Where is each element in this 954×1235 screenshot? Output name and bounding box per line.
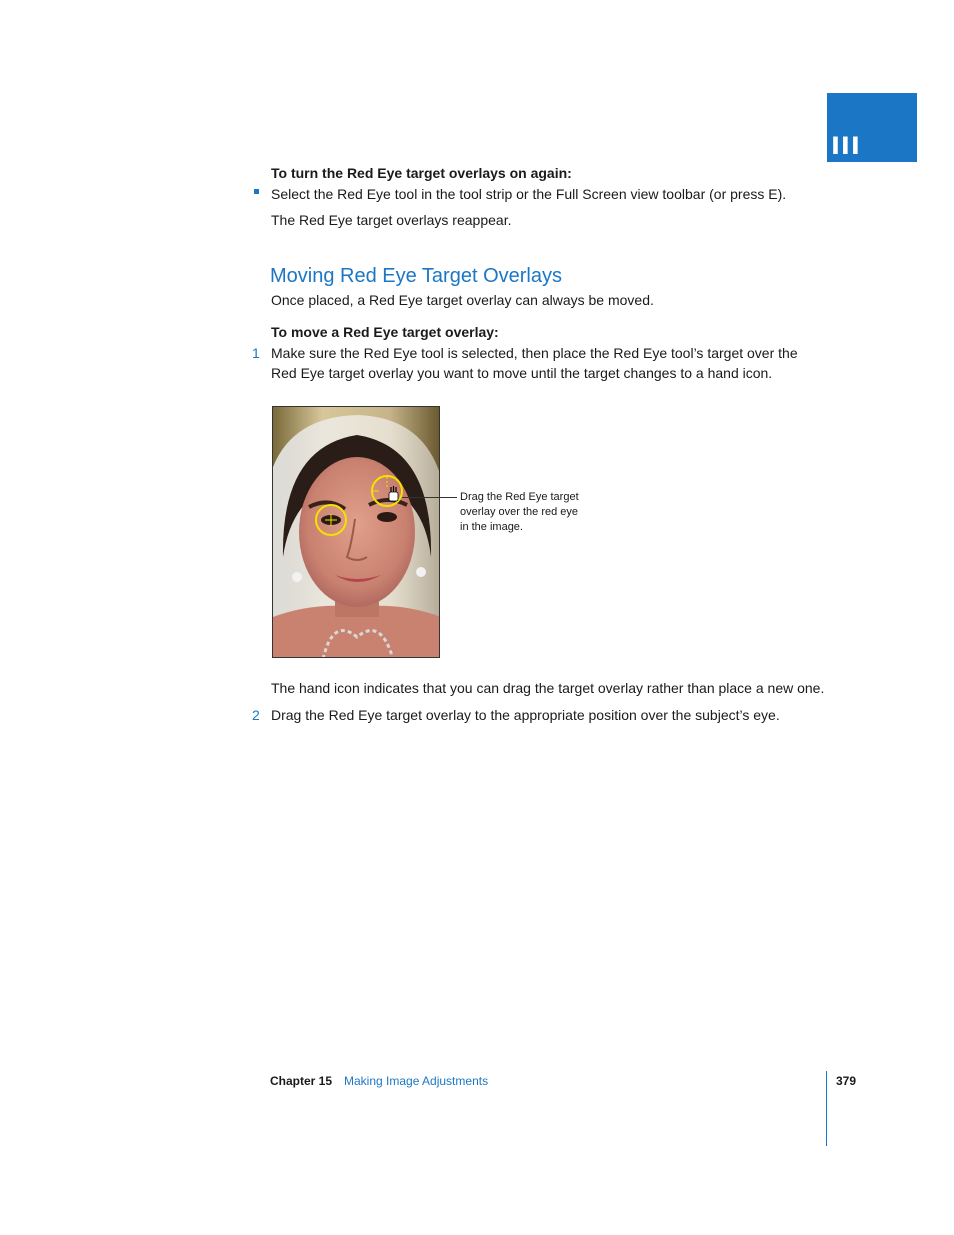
bullet-icon [254, 189, 259, 194]
footer-chapter: Chapter 15 [270, 1074, 333, 1088]
task-heading-move: To move a Red Eye target overlay: [271, 324, 499, 340]
figure-callout [460, 490, 579, 535]
footer-divider [826, 1071, 827, 1146]
portrait-photo [272, 406, 440, 658]
callout-line-text: overlay over the red eye [460, 506, 579, 518]
portrait-illustration [273, 407, 440, 658]
callout-line-text: Drag the Red Eye target [460, 491, 579, 503]
part-tab [827, 93, 917, 162]
step-text-line: Red Eye target overlay you want to move until the target changes to a hand icon. [271, 365, 773, 381]
page-number: 379 [836, 1074, 857, 1088]
section-intro: Once placed, a Red Eye target overlay can always be moved. [271, 292, 654, 308]
step-text-line: Drag the Red Eye target overlay to the appropriate position over the subject’s eye. [271, 707, 780, 723]
callout-leader-line [402, 497, 457, 498]
after-figure-text: The hand icon indicates that you can drag the target overlay rather than place a new one. [271, 680, 825, 696]
callout-line-text: in the image. [460, 521, 523, 533]
section-heading: Moving Red Eye Target Overlays [270, 265, 562, 287]
footer-chapter-title[interactable]: Making Image Adjustments [344, 1074, 489, 1088]
part-tab-label: III [831, 132, 861, 160]
step-text-line: Make sure the Red Eye tool is selected, then place the Red Eye tool’s target over the [271, 345, 798, 361]
result-text: The Red Eye target overlays reappear. [271, 212, 512, 228]
step-number: 2 [252, 707, 260, 723]
bullet-text: Select the Red Eye tool in the tool strip or the Full Screen view toolbar (or press E). [271, 186, 787, 202]
task-heading-turn-on: To turn the Red Eye target overlays on again: [271, 165, 572, 181]
step-number: 1 [252, 345, 260, 361]
